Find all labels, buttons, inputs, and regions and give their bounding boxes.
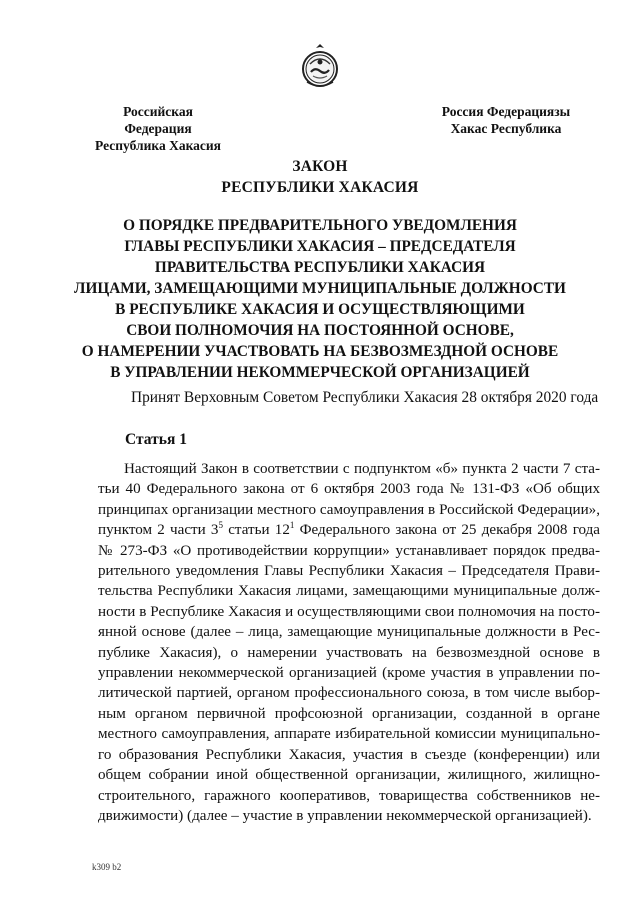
body-line: янной основе (далее – лица, замещающие муниципальные должности в Рес- [98,624,600,641]
body-line: Настоящий Закон в соответствии с подпунктом «б» пункта 2 части 7 ста- [124,461,600,477]
coat-of-arms-icon [299,42,341,90]
body-line: литической партией, органом профессионального союза, в том числе выбор- [98,685,600,702]
header-left-country: Российская Федерация [123,104,193,136]
header-left [92,103,224,154]
body-line [98,520,600,540]
body-line: управлении некоммерческой организацией (кроме участия в управлении по- [98,665,600,682]
body-line: тьи 40 Федерального закона от 6 октября 2003 года № 131-ФЗ «Об общих [98,481,600,498]
footer-code: k309 b2 [92,862,122,872]
body-line: публике Хакасия), о намерении участвовать на безвозмездной основе в [98,644,600,661]
header-right [440,103,572,137]
header-right-republic: Хакас Республика [450,121,562,136]
subject-line: В УПРАВЛЕНИИ НЕКОММЕРЧЕСКОЙ ОРГАНИЗАЦИЕЙ [110,364,530,381]
subject-line: В РЕСПУБЛИКЕ ХАКАСИЯ И ОСУЩЕСТВЛЯЮЩИМИ [115,301,525,318]
law-subject [70,215,570,383]
body-line: принципах организации местного самоуправления в Российской Федерации», [98,501,600,518]
body-line: местного самоуправления, аппарате избирательной комиссии муниципально- [98,726,600,743]
body-line: тельства Республики Хакасия лицами, замещающими муниципальные долж- [98,583,600,600]
header-right-country: Россия Федерациязы [441,104,571,119]
doc-issuer: РЕСПУБЛИКИ ХАКАСИЯ [221,179,419,196]
body-fragment: Федерального закона от 25 декабря 2008 года [294,522,600,539]
subject-line: ГЛАВЫ РЕСПУБЛИКИ ХАКАСИЯ – ПРЕДСЕДАТЕЛЯ [124,238,516,255]
body-line: общем собрании иной общественной организации, жилищного, жилищно- [98,767,600,784]
body-line: го образования Республики Хакасия, участия в съезде (конференции) или [98,746,600,763]
header-left-republic: Республика Хакасия [95,138,221,153]
superscript: 5 [218,520,223,531]
subject-line: СВОИ ПОЛНОМОЧИЯ НА ПОСТОЯННОЙ ОСНОВЕ, [126,322,514,339]
doc-type: ЗАКОН [292,158,348,175]
adoption-note: Принят Верховным Советом Республики Хакасия 28 октября 2020 года [131,389,599,406]
article-heading: Статья 1 [125,431,187,448]
article-body [98,459,600,826]
subject-line: ЛИЦАМИ, ЗАМЕЩАЮЩИМИ МУНИЦИПАЛЬНЫЕ ДОЛЖНОСТИ [74,280,566,297]
body-line: ности в Республике Хакасия и осуществляющими свои полномочия на посто- [98,603,600,620]
body-line: ным органом первичной профсоюзной организации, созданной в органе [98,705,600,722]
body-line: движимости) (далее – участие в управлении некоммерческой организацией). [98,807,592,824]
subject-line: ПРАВИТЕЛЬСТВА РЕСПУБЛИКИ ХАКАСИЯ [154,259,486,276]
superscript: 1 [289,520,295,531]
subject-line: О НАМЕРЕНИИ УЧАСТВОВАТЬ НА БЕЗВОЗМЕЗДНОЙ ОСНОВЕ [81,343,559,360]
body-line: рительного уведомления Главы Республики Хакасия – Председателя Прави- [98,563,600,580]
body-fragment: пунктом 2 части 3 [98,522,219,539]
document-title [0,156,640,198]
subject-line: О ПОРЯДКЕ ПРЕДВАРИТЕЛЬНОГО УВЕДОМЛЕНИЯ [123,217,517,234]
body-line: № 273-ФЗ «О противодействии коррупции» устанавливает порядок предва- [98,542,600,559]
body-line: строительного, гаражного кооперативов, товарищества собственников не- [98,787,600,804]
body-fragment: статьи 12 [222,522,290,539]
